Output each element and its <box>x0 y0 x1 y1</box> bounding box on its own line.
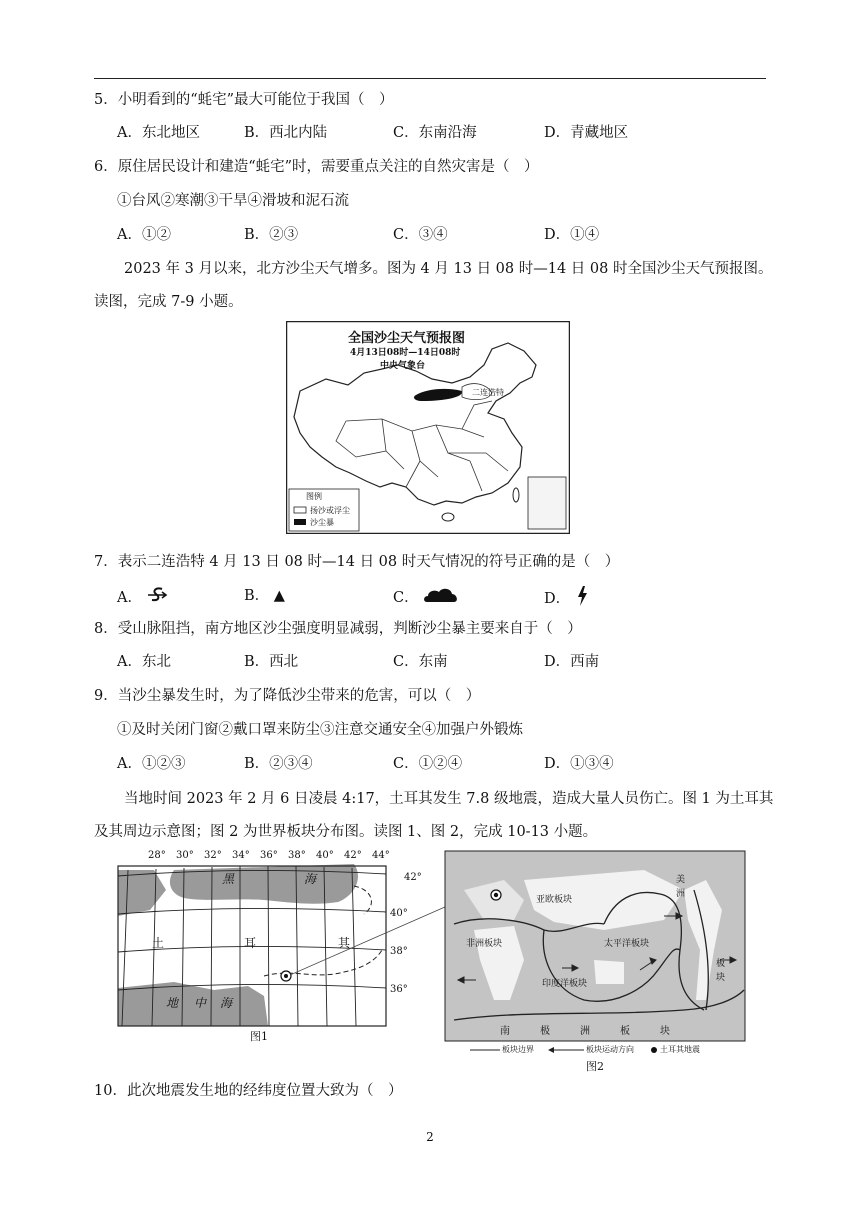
q6-option-b: B．②③ <box>244 227 299 243</box>
q7-option-b <box>244 586 285 606</box>
question-5-stem: 5．小明看到的“蚝宅”最大可能位于我国（ ） <box>94 92 394 108</box>
blowing-sand-symbol-icon <box>147 586 169 610</box>
q7-option-b-label: B． <box>244 588 270 604</box>
fig2-antarctic-char-4: 板 <box>620 1026 630 1037</box>
q5-option-a: A．东北地区 <box>117 125 200 141</box>
fig2-plate-american-char-2: 洲 <box>676 889 686 899</box>
q8-option-b: B．西北 <box>244 654 299 670</box>
dust-map-agency: 中央气象台 <box>380 361 426 371</box>
fig1-lat-label-36: 36° <box>390 984 408 995</box>
q9-option-b: B．②③④ <box>244 756 313 772</box>
thunderstorm-lightning-icon <box>575 586 589 612</box>
fig1-lat-label-38: 38° <box>390 946 408 957</box>
fig1-lat-label-40: 40° <box>390 908 408 919</box>
q9-option-c: C．①②④ <box>393 756 463 772</box>
fig1-caption: 图1 <box>250 1030 268 1043</box>
fig2-plate-indian: 印度洋板块 <box>542 979 588 989</box>
fig1-country-char-2: 耳 <box>244 936 257 950</box>
fig2-legend-movement: 板块运动方向 <box>586 1045 634 1054</box>
fig1-lon-label-8: 42° <box>344 850 362 861</box>
fig2-plate-american-char-4: 块 <box>716 973 726 983</box>
q5-option-d: D．青藏地区 <box>544 125 629 141</box>
fig1-country-char-1: 土 <box>152 936 165 950</box>
q6-option-c: C．③④ <box>393 227 448 243</box>
q8-option-c: C．东南 <box>393 654 448 670</box>
overcast-cloud-symbol-icon <box>423 586 459 610</box>
dust-forecast-map <box>286 321 570 534</box>
dust-map-subtitle: 4月13日08时—14日08时 <box>350 348 461 358</box>
question-9-items: ①及时关闭门窗②戴口罩来防尘③注意交通安全④加强户外锻炼 <box>117 722 523 738</box>
fig1-lon-label-7: 40° <box>316 850 334 861</box>
fig1-lon-label-6: 38° <box>288 850 306 861</box>
fig2-legend-boundary: 板块边界 <box>502 1045 534 1054</box>
dust-map-place-label: 二连浩特 <box>472 388 504 397</box>
fig1-lat-label-42: 42° <box>404 872 422 883</box>
fig2-antarctic-char-1: 南 <box>500 1026 510 1037</box>
figure-2-plate-map <box>444 850 746 1072</box>
fig1-lon-label-2: 30° <box>176 850 194 861</box>
fig1-med-sea-char-3: 海 <box>220 996 233 1010</box>
fig1-lon-label-1: 28° <box>148 850 166 861</box>
header-rule <box>94 78 766 79</box>
intro-10-13-line2: 及其周边示意图；图 2 为世界板块分布图。读图 1、图 2，完成 10-13 小题。 <box>94 824 598 840</box>
fig1-country-char-3: 其 <box>338 936 351 950</box>
q7-option-c-label: C． <box>393 590 419 606</box>
intro-7-9-line1: 2023 年 3 月以来，北方沙尘天气增多。图为 4 月 13 日 08 时—14 日 08 时全国沙尘天气预报图。 <box>124 261 773 277</box>
intro-10-13-line1: 当地时间 2023 年 2 月 6 日凌晨 4:17，土耳其发生 7.8 级地震，造成大量人员伤亡。图 1 为土耳其 <box>124 791 774 807</box>
page-number: 2 <box>426 1130 434 1144</box>
dust-map-legend-item-2: 沙尘暴 <box>310 518 334 527</box>
question-9-stem: 9．当沙尘暴发生时，为了降低沙尘带来的危害，可以（ ） <box>94 688 481 704</box>
dust-map-legend-item-1: 扬沙或浮尘 <box>310 506 350 515</box>
q9-option-d: D．①③④ <box>544 756 614 772</box>
q5-option-c: C．东南沿海 <box>393 125 477 141</box>
fig2-plate-american-char-1: 美 <box>676 875 686 885</box>
fig1-lon-label-4: 34° <box>232 850 250 861</box>
question-7-stem: 7．表示二连浩特 4 月 13 日 08 时—14 日 08 时天气情况的符号正确的是（ ） <box>94 554 620 570</box>
question-10-stem: 10．此次地震发生地的经纬度位置大致为（ ） <box>94 1083 403 1099</box>
fig2-caption: 图2 <box>586 1060 604 1073</box>
q9-option-a: A．①②③ <box>117 756 186 772</box>
dust-map-legend-title: 图例 <box>306 492 322 501</box>
q6-option-d: D．①④ <box>544 227 600 243</box>
q7-option-c <box>393 586 459 610</box>
question-6-stem: 6．原住居民设计和建造“蚝宅”时，需要重点关注的自然灾害是（ ） <box>94 159 539 175</box>
q6-option-a: A．①② <box>117 227 171 243</box>
fig1-lon-label-9: 44° <box>372 850 390 861</box>
q7-option-d <box>544 586 589 612</box>
fig2-plate-american-char-3: 板 <box>716 959 726 969</box>
q7-option-d-label: D． <box>544 591 571 607</box>
fig1-med-sea-char-1: 地 <box>166 996 179 1010</box>
fig1-med-sea-char-2: 中 <box>194 996 207 1010</box>
q8-option-d: D．西南 <box>544 654 600 670</box>
fig1-lon-label-5: 36° <box>260 850 278 861</box>
fig2-antarctic-char-2: 极 <box>540 1026 550 1037</box>
triangle-symbol-icon: ▲ <box>273 588 285 604</box>
fig2-plate-pacific: 太平洋板块 <box>604 939 650 949</box>
fig2-legend-earthquake: 土耳其地震 <box>660 1045 700 1054</box>
fig2-plate-eurasian: 亚欧板块 <box>536 895 573 905</box>
dust-map-title: 全国沙尘天气预报图 <box>348 331 466 346</box>
intro-7-9-line2: 读图，完成 7-9 小题。 <box>94 294 243 310</box>
question-6-items: ①台风②寒潮③干旱④滑坡和泥石流 <box>117 193 349 209</box>
q8-option-a: A．东北 <box>117 654 171 670</box>
q7-option-a-label: A． <box>117 590 142 606</box>
fig1-black-sea-char-2: 海 <box>304 872 317 886</box>
q7-option-a <box>117 586 169 610</box>
fig1-lon-label-3: 32° <box>204 850 222 861</box>
q5-option-b: B．西北内陆 <box>244 125 328 141</box>
fig2-antarctic-char-5: 块 <box>660 1026 670 1037</box>
question-8-stem: 8．受山脉阻挡，南方地区沙尘强度明显减弱，判断沙尘暴主要来自于（ ） <box>94 621 582 637</box>
fig2-antarctic-char-3: 洲 <box>580 1026 590 1037</box>
fig1-black-sea-char-1: 黑 <box>222 872 235 886</box>
fig2-plate-african: 非洲板块 <box>466 939 503 949</box>
